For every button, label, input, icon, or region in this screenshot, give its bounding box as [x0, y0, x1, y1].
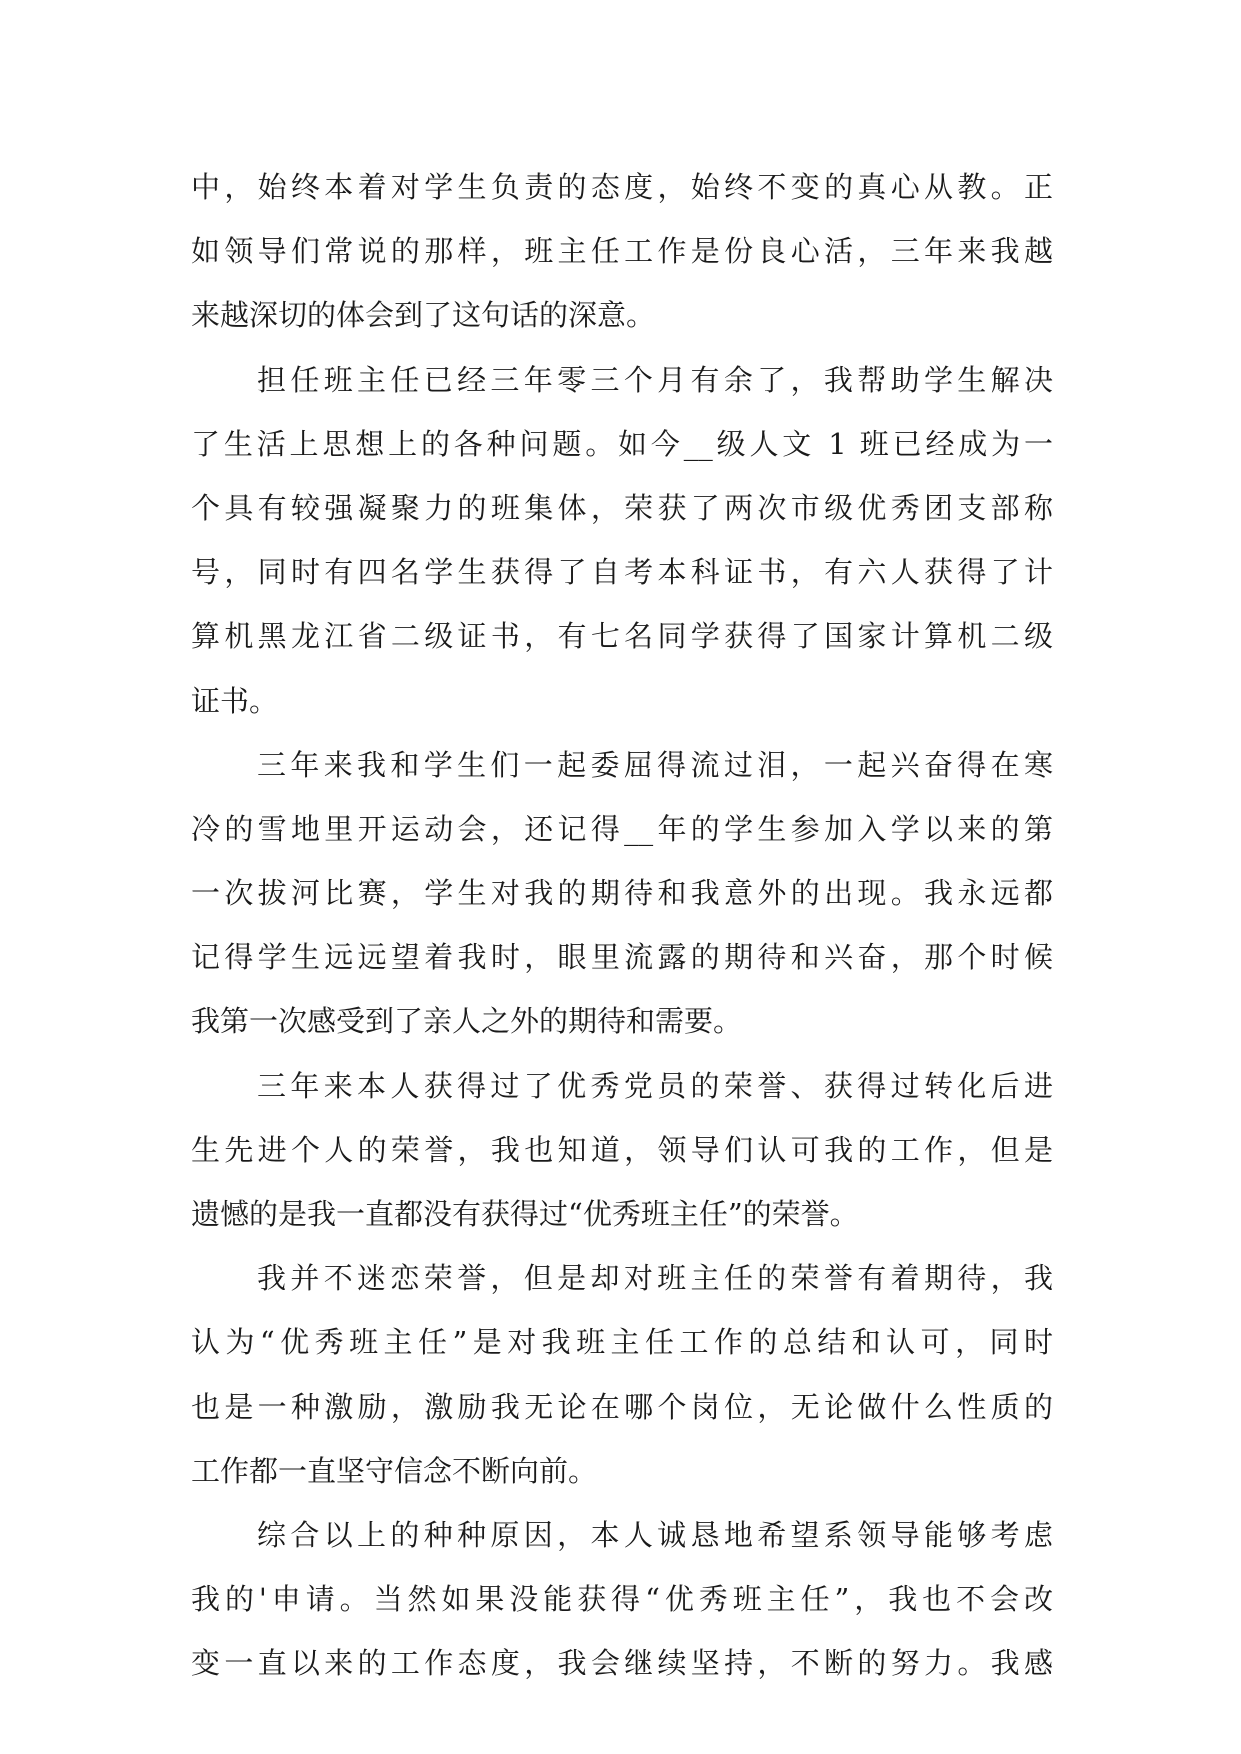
text-line: 认为“优秀班主任”是对我班主任工作的总结和认可，同时: [191, 1325, 1053, 1360]
paragraph-first-line: 综合以上的种种原因，本人诚恳地希望系领导能够考虑: [257, 1517, 1053, 1552]
document-body: [191, 155, 1053, 1696]
text-line: 冷的雪地里开运动会，还记得__年的学生参加入学以来的第: [191, 811, 1053, 846]
text-line: 证书。: [191, 683, 279, 718]
text-line: 我第一次感受到了亲人之外的期待和需要。: [191, 1004, 743, 1039]
text-line: 号，同时有四名学生获得了自考本科证书，有六人获得了计: [191, 555, 1053, 590]
text-line: 变一直以来的工作态度，我会继续坚持，不断的努力。我感: [191, 1646, 1053, 1681]
text-line: 个具有较强凝聚力的班集体，荣获了两次市级优秀团支部称: [191, 490, 1053, 525]
text-line: 如领导们常说的那样，班主任工作是份良心活，三年来我越: [191, 234, 1053, 269]
text-line: 算机黑龙江省二级证书，有七名同学获得了国家计算机二级: [191, 619, 1053, 654]
text-line: 中，始终本着对学生负责的态度，始终不变的真心从教。正: [191, 170, 1053, 204]
text-line: 工作都一直坚守信念不断向前。: [191, 1453, 598, 1488]
paragraph-first-line: 三年来我和学生们一起委屈得流过泪，一起兴奋得在寒: [257, 747, 1053, 782]
text-line: 我的'申请。当然如果没能获得“优秀班主任”，我也不会改: [191, 1582, 1053, 1617]
text-line: 来越深切的体会到了这句话的深意。: [191, 298, 656, 333]
text-line: 记得学生远远望着我时，眼里流露的期待和兴奋，那个时候: [191, 940, 1053, 975]
text-line: 一次拔河比赛，学生对我的期待和我意外的出现。我永远都: [191, 876, 1053, 911]
paragraph-first-line: 三年来本人获得过了优秀党员的荣誉、获得过转化后进: [257, 1068, 1053, 1103]
paragraph-first-line: 担任班主任已经三年零三个月有余了，我帮助学生解决: [257, 362, 1053, 397]
text-line: 遗憾的是我一直都没有获得过“优秀班主任”的荣誉。: [191, 1197, 859, 1231]
text-line: 生先进个人的荣誉，我也知道，领导们认可我的工作，但是: [191, 1132, 1053, 1167]
paragraph-first-line: 我并不迷恋荣誉，但是却对班主任的荣誉有着期待，我: [257, 1261, 1053, 1296]
text-line: 了生活上思想上的各种问题。如今__级人文 1 班已经成为一: [191, 426, 1053, 461]
text-line: 也是一种激励，激励我无论在哪个岗位，无论做什么性质的: [191, 1389, 1053, 1424]
